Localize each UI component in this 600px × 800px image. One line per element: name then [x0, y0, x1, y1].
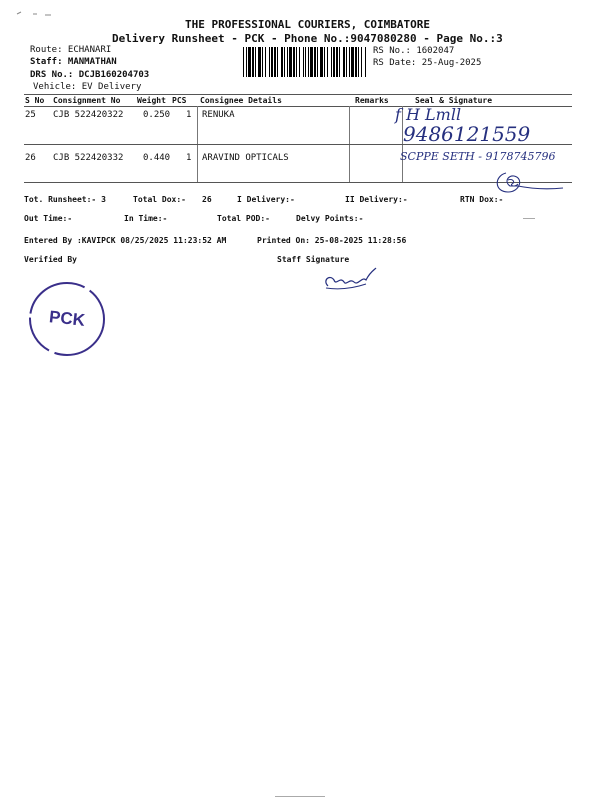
barcode-bar [293, 47, 295, 77]
pck-stamp [24, 276, 110, 362]
barcode-bar [274, 47, 276, 77]
runsheet-subtitle: Delivery Runsheet - PCK - Phone No.:9047080280 - Page No.:3 [112, 32, 503, 45]
scan-edge-mark [275, 796, 325, 797]
col-header-consignment: Consignment No [53, 96, 121, 105]
table-top-rule [24, 94, 572, 95]
barcode-bar [320, 47, 323, 77]
barcode-bar [243, 47, 244, 77]
scan-edge-mark [523, 218, 535, 219]
company-title: THE PROFESSIONAL COURIERS, COIMBATORE [185, 18, 431, 31]
barcode-bar [358, 47, 359, 77]
barcode-bar [343, 47, 345, 77]
handwritten-phone-row1: 9486121559 [403, 122, 531, 146]
barcode-bar [317, 47, 318, 77]
delivery-points-label: Delvy Points:- [296, 214, 364, 223]
barcode-bar [269, 47, 270, 77]
barcode-bar [324, 47, 325, 77]
barcode-bar [365, 47, 366, 77]
in-time-label: In Time:- [124, 214, 168, 223]
barcode-bar [287, 47, 288, 77]
drs-number: DRS No.: DCJB160204703 [30, 70, 150, 80]
barcode-bar [299, 47, 300, 77]
barcode-bar [327, 47, 328, 77]
barcode-bar [252, 47, 254, 77]
staff-signature-label: Staff Signature [277, 255, 350, 264]
barcode-bar [258, 47, 261, 77]
barcode-bar [289, 47, 292, 77]
header-bottom-rule [24, 106, 572, 107]
barcode [243, 47, 367, 77]
out-time-label: Out Time:- [24, 214, 73, 223]
staff-signature-scribble [320, 266, 380, 298]
cell-pcs: 1 [186, 153, 192, 163]
barcode-bar [336, 47, 338, 77]
barcode-bar [339, 47, 340, 77]
col-header-weight: Weight [137, 96, 166, 105]
barcode-bar [246, 47, 247, 77]
cell-sno: 25 [25, 110, 36, 120]
rs-number: RS No.: 1602047 [373, 46, 455, 56]
scan-mark [15, 8, 55, 20]
barcode-bar [361, 47, 362, 77]
cell-consignee: RENUKA [202, 110, 235, 120]
barcode-bar [305, 47, 306, 77]
second-delivery-label: II Delivery:- [345, 195, 408, 204]
total-runsheet: Tot. Runsheet:- 3 [24, 195, 106, 204]
rs-date: RS Date: 25-Aug-2025 [373, 58, 482, 68]
total-pod-label: Total POD:- [217, 214, 270, 223]
route-label: Route: ECHANARI [30, 45, 112, 55]
barcode-bar [277, 47, 278, 77]
barcode-bar [351, 47, 354, 77]
barcode-bar [262, 47, 263, 77]
cell-consignment: CJB 522420332 [53, 153, 124, 163]
barcode-bar [349, 47, 350, 77]
handwritten-scribble [488, 168, 568, 198]
barcode-bar [296, 47, 297, 77]
cell-consignee: ARAVIND OPTICALS [202, 153, 289, 163]
cell-weight: 0.250 [143, 110, 171, 120]
cell-sno: 26 [25, 153, 36, 163]
cell-consignment: CJB 522420322 [53, 110, 124, 120]
barcode-bar [303, 47, 304, 77]
verified-by-label: Verified By [24, 255, 77, 264]
vehicle-label: Vehicle: EV Delivery [33, 82, 142, 92]
barcode-bar [265, 47, 266, 77]
barcode-bar [355, 47, 357, 77]
barcode-bar [271, 47, 273, 77]
barcode-bar [284, 47, 285, 77]
rtn-dox-label: RTN Dox:- [460, 195, 504, 204]
col-header-seal: Seal & Signature [415, 96, 493, 105]
barcode-bar [308, 47, 309, 77]
barcode-bar [331, 47, 332, 77]
barcode-bar [310, 47, 313, 77]
barcode-bar [314, 47, 316, 77]
col-header-sno: S No [25, 96, 45, 105]
entered-by: Entered By :KAVIPCK 08/25/2025 11:23:52 AM [24, 236, 227, 245]
first-delivery-label: I Delivery:- [237, 195, 295, 204]
handwritten-signature-row1: f H Lmll [395, 105, 462, 124]
cell-pcs: 1 [186, 110, 192, 120]
barcode-bar [255, 47, 256, 77]
col-header-remarks: Remarks [355, 96, 389, 105]
cell-weight: 0.440 [143, 153, 171, 163]
handwritten-note-row2: SCPPE SETH - 9178745796 [400, 150, 556, 163]
staff-label: Staff: MANMATHAN [30, 57, 117, 67]
col-header-consignee: Consignee Details [200, 96, 282, 105]
printed-on: Printed On: 25-08-2025 11:28:56 [257, 236, 407, 245]
barcode-bar [333, 47, 335, 77]
barcode-bar [346, 47, 347, 77]
barcode-bar [281, 47, 283, 77]
col-header-pcs: PCS [172, 96, 187, 105]
total-dox-label: Total Dox:- [133, 195, 186, 204]
total-dox-value: 26 [202, 195, 212, 204]
stamp-text: PCK [48, 307, 86, 330]
barcode-bar [248, 47, 251, 77]
